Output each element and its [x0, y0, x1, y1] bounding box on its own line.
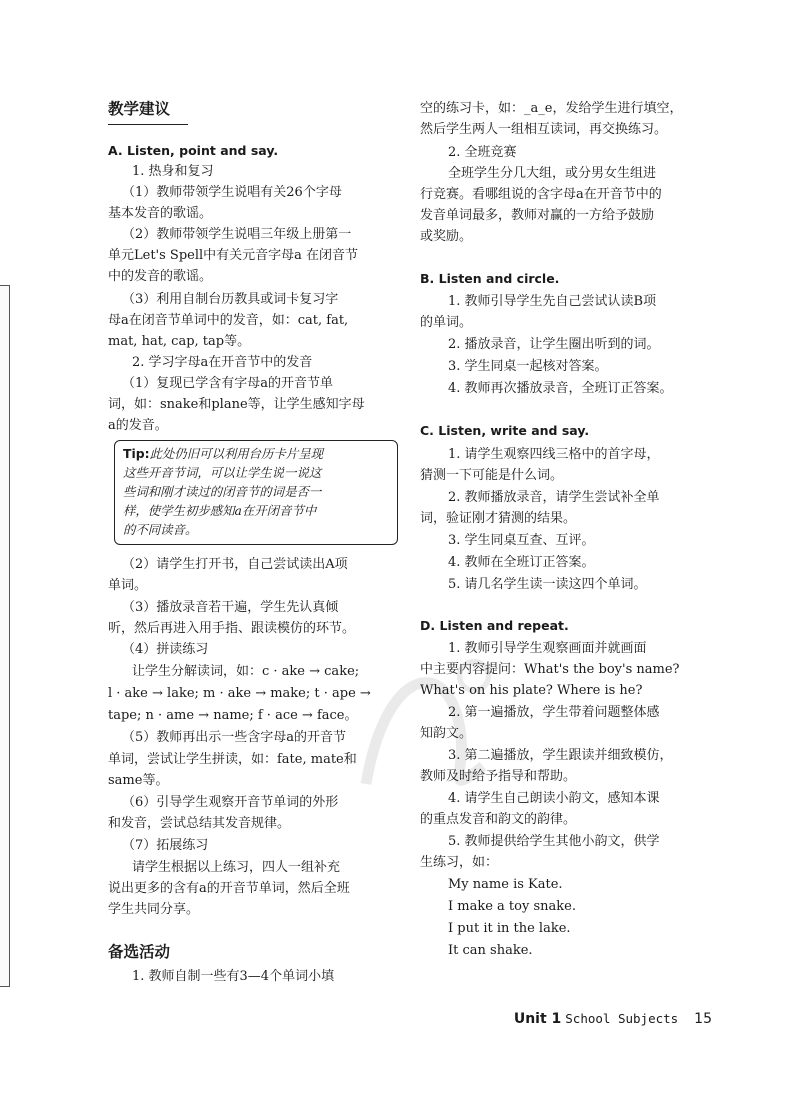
text-line: （2）教师带领学生说唱三年级上册第一: [122, 227, 352, 242]
text-line: 单词，尝试让学生拼读，如：fate, mate和: [108, 752, 357, 767]
rhyme-line: I put it in the lake.: [448, 921, 571, 936]
text-line: （1）教师带领学生说唱有关26个字母: [122, 185, 342, 200]
text-line: 2. 教师播放录音，请学生尝试补全单: [448, 490, 660, 505]
text-line: 4. 教师再次播放录音，全班订正答案。: [448, 381, 673, 396]
text-line: （3）播放录音若干遍，学生先认真倾: [122, 600, 339, 615]
text-line: 1. 热身和复习: [132, 164, 214, 179]
page-footer: [514, 1011, 712, 1027]
text-line: 知韵文。: [420, 726, 473, 741]
tip-text: 此处仍旧可以利用台历卡片呈现: [149, 446, 323, 461]
text-line: 词，验证刚才猜测的结果。: [420, 511, 577, 526]
tip-line: 样，使学生初步感知a在开闭音节中: [123, 503, 317, 518]
text-line: 2. 第一遍播放，学生带着问题整体感: [448, 705, 660, 720]
text-line: 的单词。: [420, 315, 473, 330]
text-line: 2. 播放录音，让学生圈出听到的词。: [448, 337, 660, 352]
section-title: 教学建议: [108, 100, 171, 118]
rhyme-line: My name is Kate.: [448, 877, 563, 892]
text-line: 1. 请学生观察四线三格中的首字母，: [448, 447, 660, 462]
text-line: mat, hat, cap, tap等。: [108, 334, 251, 349]
text-line: 词，如：snake和plane等，让学生感知字母: [108, 397, 365, 412]
text-line: 基本发音的歌谣。: [108, 206, 213, 221]
heading-a: A. Listen, point and say.: [108, 143, 279, 158]
text-line: What's on his plate? Where is he?: [420, 683, 643, 698]
tip-label: Tip:: [123, 446, 150, 461]
text-line: 请学生根据以上练习，四人一组补充: [132, 860, 341, 875]
footer-unit: Unit 1: [513, 1011, 562, 1027]
text-line: tape; n · ame → name; f · ace → face。: [108, 708, 358, 723]
heading-c: C. Listen, write and say.: [420, 423, 590, 438]
text-line: （1）复现已学含有字母a的开音节单: [122, 376, 334, 391]
text-line: 中的发音的歌谣。: [108, 269, 213, 284]
text-line: 单元Let's Spell中有关元音字母a 在闭音节: [108, 248, 359, 263]
text-line: 3. 学生同桌一起核对答案。: [448, 359, 608, 374]
text-line: 1. 教师自制一些有3—4个单词小填: [132, 969, 335, 984]
page-number: 15: [694, 1011, 712, 1027]
text-line: （6）引导学生观察开音节单词的外形: [122, 795, 339, 810]
text-line: （7）拓展练习: [122, 838, 209, 853]
text-line: 空的练习卡，如：_a_e，发给学生进行填空，: [420, 101, 683, 116]
text-line: 5. 教师提供给学生其他小韵文，供学: [448, 834, 660, 849]
text-line: l · ake → lake; m · ake → make; t · ape →: [108, 686, 371, 701]
tip-line: 这些开音节词，可以让学生说一说这: [123, 465, 322, 480]
text-line: 发音单词最多，教师对赢的一方给予鼓励: [420, 208, 655, 223]
tip-line: 的不同读音。: [123, 522, 198, 537]
text-line: 生练习，如：: [420, 855, 499, 870]
text-line: 全班学生分几大组，或分男女生组进: [448, 166, 657, 181]
text-line: 的重点发音和韵文的韵律。: [420, 812, 577, 827]
text-line: 4. 请学生自己朗读小韵文，感知本课: [448, 791, 660, 806]
text-line: 学生共同分享。: [108, 902, 200, 917]
text-line: 听，然后再进入用手指、跟读模仿的环节。: [108, 621, 356, 636]
text-line: 行竞赛。看哪组说的含字母a在开音节中的: [420, 187, 662, 202]
tip-line: 些词和刚才读过的闭音节的词是否一: [123, 484, 322, 499]
text-line: （2）请学生打开书，自己尝试读出A项: [122, 557, 348, 572]
text-line: 中主要内容提问：What's the boy's name?: [420, 662, 680, 677]
optional-activities-title: 备选活动: [108, 943, 171, 961]
text-line: 然后学生两人一组相互读词，再交换练习。: [420, 122, 668, 137]
text-line: 1. 教师引导学生观察画面并就画面: [448, 641, 647, 656]
text-line: 说出更多的含有a的开音节单词，然后全班: [108, 881, 350, 896]
text-line: 5. 请几名学生读一读这四个单词。: [448, 577, 647, 592]
text-line: 2. 全班竞赛: [448, 145, 517, 160]
text-line: 单词。: [108, 578, 148, 593]
text-line: 2. 学习字母a在开音节中的发音: [132, 355, 313, 370]
text-line: 让学生分解读词，如：c · ake → cake;: [132, 664, 360, 679]
text-line: 教师及时给予指导和帮助。: [420, 769, 577, 784]
text-line: 和发音，尝试总结其发音规律。: [108, 816, 291, 831]
footer-subject: School Subjects: [565, 1011, 679, 1026]
section-title-underline: [108, 124, 188, 125]
rhyme-line: It can shake.: [448, 943, 533, 958]
binding-margin-bar: [0, 285, 10, 987]
text-line: 4. 教师在全班订正答案。: [448, 555, 595, 570]
text-line: 3. 学生同桌互查、互评。: [448, 533, 595, 548]
text-line: （4）拼读练习: [122, 642, 209, 657]
text-line: 猜测一下可能是什么词。: [420, 468, 564, 483]
heading-d: D. Listen and repeat.: [420, 618, 569, 633]
tip-box: [114, 440, 398, 545]
text-line: 或奖励。: [420, 229, 473, 244]
rhyme-line: I make a toy snake.: [448, 899, 576, 914]
text-line: （5）教师再出示一些含字母a的开音节: [122, 730, 347, 745]
text-line: （3）利用自制台历教具或词卡复习字: [122, 292, 339, 307]
tip-line: [123, 446, 323, 461]
text-line: 1. 教师引导学生先自己尝试认读B项: [448, 294, 657, 309]
text-line: same等。: [108, 773, 169, 788]
text-line: 3. 第二遍播放，学生跟读并细致模仿，: [448, 748, 673, 763]
heading-b: B. Listen and circle.: [420, 271, 560, 286]
text-line: a的发音。: [108, 418, 168, 433]
text-line: 母a在闭音节单词中的发音，如：cat, fat,: [108, 313, 349, 328]
